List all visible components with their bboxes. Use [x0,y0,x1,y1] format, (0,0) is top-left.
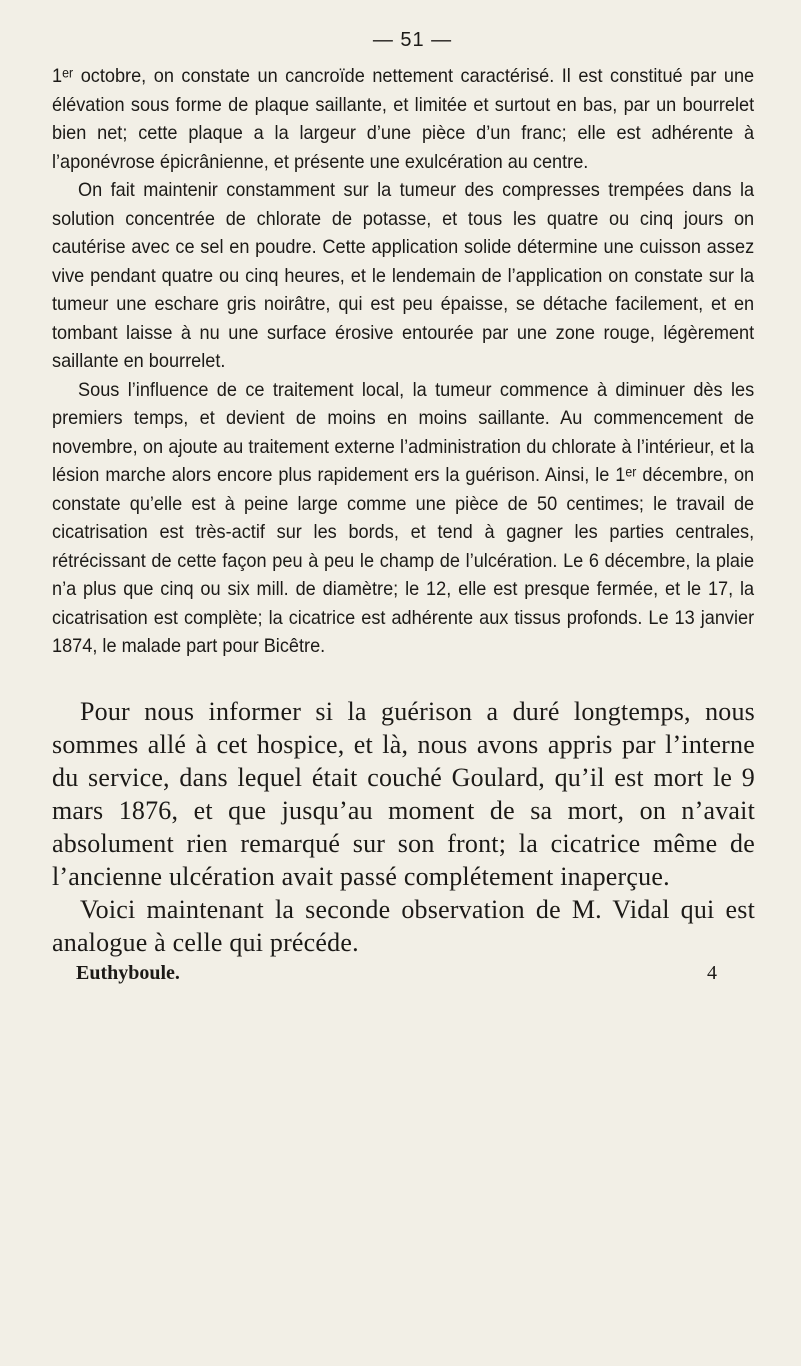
paragraph-treatment: On fait maintenir constamment sur la tumeur des compresses trempées dans la solution concentrée de chlorate de potasse, et tous les quatre ou cinq jours on cautérise avec ce sel en poudre. Cette application solide détermine une cuisson assez vive pendant quatre ou cinq heures, et le lendemain de l’application on constate sur la tumeur une eschare gris noirâtre, qui est peu épaisse, se détache facilement, et en tombant laisse à nu une surface érosive entourée par une zone rouge, légèrement saillante en bourrelet. [52,179,755,372]
paragraph-next-observation: Voici maintenant la seconde observation de M. Vidal qui est analogue à celle qui précéde. [52,894,755,957]
page-number: — 51 — [372,29,453,51]
page-footer [52,961,755,985]
case-report-text [52,62,755,661]
paragraph-healing-progress: Sous l’influence de ce traitement local, la tumeur commence à diminuer dès les premiers temps, et devient de moins en moins saillante. Au commencement de novembre, on ajoute au traitement externe l’administration du chlorate à l’intérieur, et la lésion marche alors encore plus rapidement ers la guérison. Ainsi, le 1ᵉʳ décembre, on constate qu’elle est à peine large comme une pièce de 50 centimes; le travail de cicatrisation est très-actif sur les bords, et tend à gagner les parties centrales, rétrécissant de cette façon peu à peu le champ de l’ulcération. Le 6 décembre, la plaie n’a plus que cinq ou six mill. de diamètre; le 12, elle est presque fermée, et le 17, la cicatrisation est complète; la cicatrice est adhérente aux tissus profonds. Le 13 janvier 1874, le malade part pour Bicêtre. [52,378,755,657]
paragraph-follow-up: Pour nous informer si la guérison a duré longtemps, nous sommes allé à cet hospice, et là, nous avons appris par l’interne du service, dans lequel était couché Goulard, qu’il est mort le 9 mars 1876, et que jusqu’au moment de sa mort, on n’avait absolument rien remarqué sur son front; la cicatrice même de l’ancienne ulcération avait passé complétement inaperçue. [52,696,755,891]
paragraph-case-description: 1ᵉʳ octobre, on constate un cancroïde nettement caractérisé. Il est constitué par une élévation sous forme de plaque saillante, et limitée et surtout en bas, par un bourrelet bien net; cette plaque a la largeur d’une pièce d’un franc; elle est adhérente à l’aponévrose épicrânienne, et présente une exulcération au centre. [52,65,755,173]
printer-signature: Euthyboule. [76,961,180,984]
commentary-text [52,695,755,959]
sheet-number: 4 [707,961,717,984]
